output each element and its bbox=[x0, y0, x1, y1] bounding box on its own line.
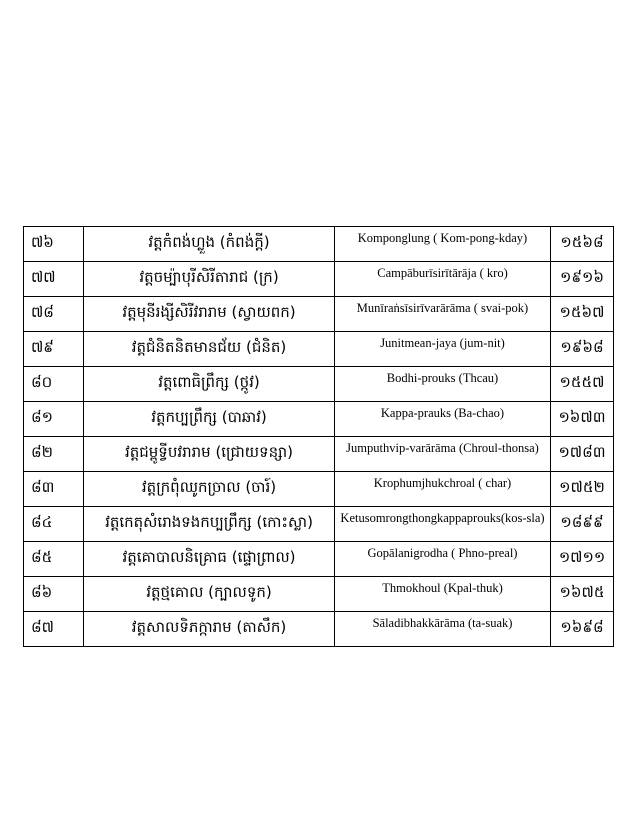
latin-name: Komponglung ( Kom-pong-kday) bbox=[335, 227, 551, 262]
khmer-name: វត្តមុនីរង្សីសិរីវរារាម (ស្វាយពក) bbox=[84, 297, 335, 332]
table-row bbox=[24, 227, 614, 262]
table-row bbox=[24, 297, 614, 332]
row-number: ៨០ bbox=[24, 367, 84, 402]
table-row bbox=[24, 577, 614, 612]
khmer-name: វត្តសាលទិភក្ការាម (តាសឹក) bbox=[84, 612, 335, 647]
khmer-name: វត្តជម្ពូទ្វីបវរារាម (ជ្រោយទន្សា) bbox=[84, 437, 335, 472]
latin-name: Krophumjhukchroal ( char) bbox=[335, 472, 551, 507]
khmer-name: វត្តក្រពុំឈូកច្រាល (ចារ៍) bbox=[84, 472, 335, 507]
table-row bbox=[24, 262, 614, 297]
latin-name: Ketusomrongthongkappaprouks(kos-sla) bbox=[335, 507, 551, 542]
latin-name: Kappa-prauks (Ba-chao) bbox=[335, 402, 551, 437]
table-row bbox=[24, 612, 614, 647]
khmer-name: វត្តកប្បព្រឹក្ស (បាឆាវ) bbox=[84, 402, 335, 437]
year: ១៦៧៣ bbox=[551, 402, 614, 437]
pagoda-table-body bbox=[24, 227, 614, 647]
year: ១៧៨៣ bbox=[551, 437, 614, 472]
year: ១៧១១ bbox=[551, 542, 614, 577]
row-number: ៨៦ bbox=[24, 577, 84, 612]
latin-name: Sāladibhakkārāma (ta-suak) bbox=[335, 612, 551, 647]
year: ១៦៩៨ bbox=[551, 612, 614, 647]
latin-name: Thmokhoul (Kpal-thuk) bbox=[335, 577, 551, 612]
year: ១៥៦៧ bbox=[551, 297, 614, 332]
latin-name: Bodhi-prouks (Thcau) bbox=[335, 367, 551, 402]
year: ១៥៦៨ bbox=[551, 227, 614, 262]
latin-name: Campāburīsirītārāja ( kro) bbox=[335, 262, 551, 297]
khmer-name: វត្តកំពង់ហ្លួង (កំពង់ក្តី) bbox=[84, 227, 335, 262]
khmer-name: វត្តថ្មគោល (ក្បាលទូក) bbox=[84, 577, 335, 612]
row-number: ៨៥ bbox=[24, 542, 84, 577]
row-number: ៧៦ bbox=[24, 227, 84, 262]
table-row bbox=[24, 332, 614, 367]
year: ១៨៩៩ bbox=[551, 507, 614, 542]
row-number: ៨៣ bbox=[24, 472, 84, 507]
latin-name: Junitmean-jaya (jum-nit) bbox=[335, 332, 551, 367]
year: ១៧៥២ bbox=[551, 472, 614, 507]
row-number: ៧៧ bbox=[24, 262, 84, 297]
table-row bbox=[24, 402, 614, 437]
khmer-name: វត្តកេតុសំរោងទងកប្បព្រឹក្ស (កោះស្លា) bbox=[84, 507, 335, 542]
latin-name: Jumputhvip-varārāma (Chroul-thonsa) bbox=[335, 437, 551, 472]
khmer-name: វត្តចម្ប៉ាបុរីសិរីតារាជ (ក្រ) bbox=[84, 262, 335, 297]
year: ១៩១៦ bbox=[551, 262, 614, 297]
row-number: ៨៧ bbox=[24, 612, 84, 647]
row-number: ៧៨ bbox=[24, 297, 84, 332]
row-number: ៨១ bbox=[24, 402, 84, 437]
latin-name: Munīraṅsīsirīvarārāma ( svai-pok) bbox=[335, 297, 551, 332]
row-number: ៨២ bbox=[24, 437, 84, 472]
khmer-name: វត្តជំនិតនិតមានជ័យ (ជំនិត) bbox=[84, 332, 335, 367]
row-number: ៨៤ bbox=[24, 507, 84, 542]
table-row bbox=[24, 367, 614, 402]
year: ១៥៥៧ bbox=[551, 367, 614, 402]
pagoda-table bbox=[23, 226, 614, 647]
year: ១៦៧៥ bbox=[551, 577, 614, 612]
khmer-name: វត្តគោបាលនិគ្រោធ (ផ្ទោព្រាល) bbox=[84, 542, 335, 577]
row-number: ៧៩ bbox=[24, 332, 84, 367]
khmer-name: វត្តពោធិព្រឹក្ស (ថ្កូវ) bbox=[84, 367, 335, 402]
table-row bbox=[24, 542, 614, 577]
year: ១៩៦៨ bbox=[551, 332, 614, 367]
table-row bbox=[24, 507, 614, 542]
latin-name: Gopālanigrodha ( Phno-preal) bbox=[335, 542, 551, 577]
table-row bbox=[24, 437, 614, 472]
table-row bbox=[24, 472, 614, 507]
